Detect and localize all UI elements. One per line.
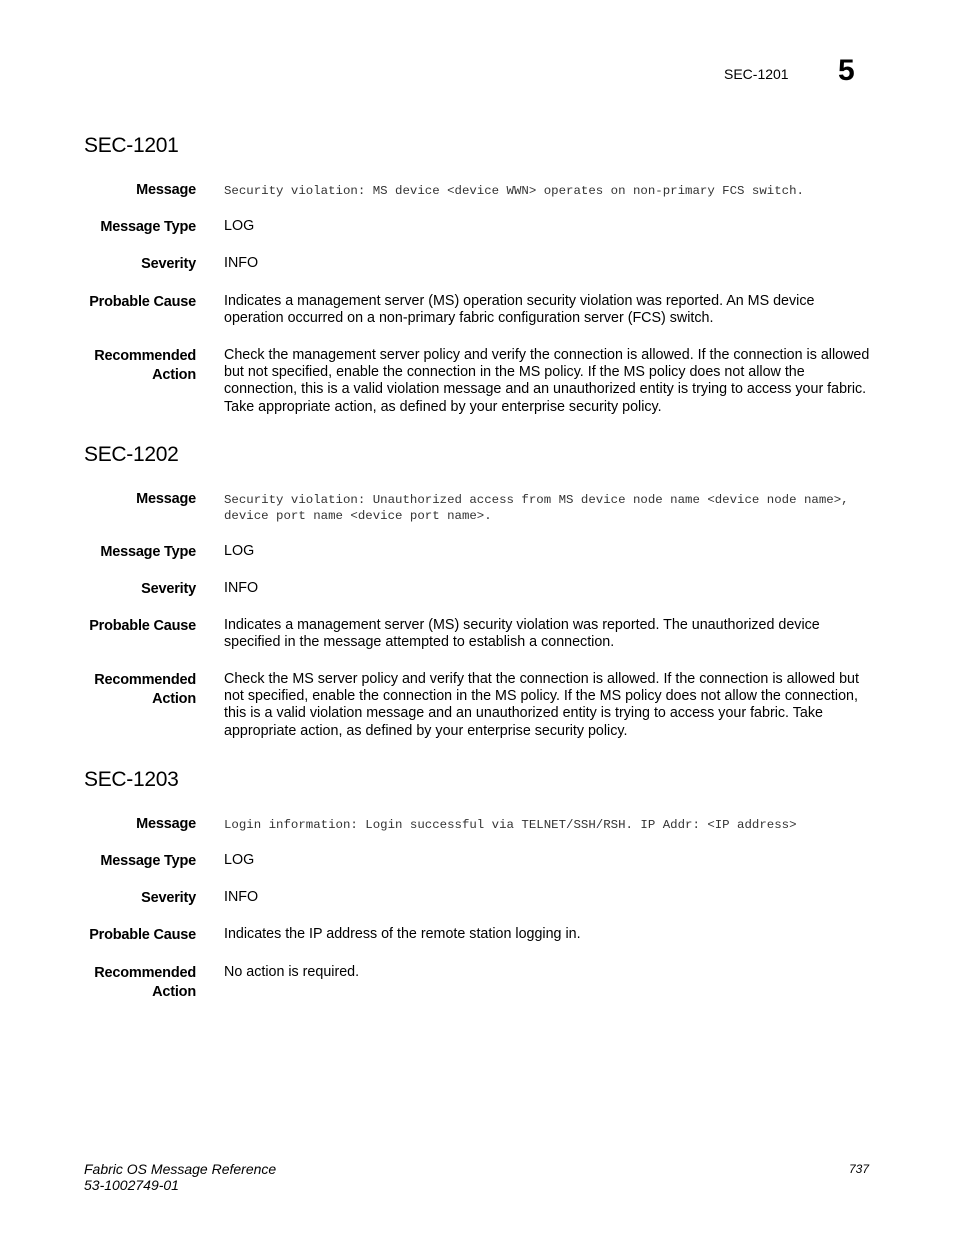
- recommended-label-line2: Action: [152, 691, 196, 707]
- section-title: SEC-1203: [84, 768, 179, 791]
- recommended-action-label: [46, 964, 196, 1002]
- book-title: Fabric OS Message Reference: [84, 1161, 277, 1177]
- recommended-label-line1: Recommended: [94, 348, 196, 364]
- probable-cause-text: Indicates a management server (MS) operation security violation was reported. An MS device operation occurred on a non-primary fabric configuration server (FCS) switch.: [224, 293, 815, 327]
- probable-cause-label: Probable Cause: [89, 618, 196, 634]
- message-text: Login information: Login successful via TELNET/SSH/RSH. IP Addr: <IP address>: [224, 818, 797, 832]
- severity-value: INFO: [224, 580, 259, 596]
- message-text: Security violation: Unauthorized access from MS device node name <device node name>, device port name <device port name>.: [224, 493, 849, 524]
- message-type-label: Message Type: [100, 544, 196, 560]
- section-title: SEC-1202: [84, 443, 179, 466]
- severity-value: INFO: [224, 889, 259, 905]
- recommended-label-line2: Action: [152, 984, 196, 1000]
- message-label: Message: [136, 491, 196, 507]
- message-type-value: LOG: [224, 218, 255, 234]
- message-type-label: Message Type: [100, 219, 196, 235]
- recommended-action-text: Check the management server policy and verify the connection is allowed. If the connection is allowed but not specified, enable the connection in the MS policy. If the MS policy does not allow the connection, this is a valid violation message and an unauthorized entity is trying to access your fabric. Take appropriate action, as defined by your enterprise security policy.: [224, 347, 870, 415]
- severity-label: Severity: [141, 581, 196, 597]
- message-type-label: Message Type: [100, 853, 196, 869]
- probable-cause-label: Probable Cause: [89, 294, 196, 310]
- severity-label: Severity: [141, 256, 196, 272]
- severity-label: Severity: [141, 890, 196, 906]
- document-number: 53-1002749-01: [84, 1177, 179, 1193]
- page-number: 737: [849, 1162, 870, 1176]
- probable-cause-text: Indicates the IP address of the remote station logging in.: [224, 926, 581, 942]
- message-label: Message: [136, 816, 196, 832]
- chapter-number: 5: [838, 54, 855, 87]
- probable-cause-label: Probable Cause: [89, 927, 196, 943]
- probable-cause-text: Indicates a management server (MS) security violation was reported. The unauthorized device specified in the message attempted to establish a connection.: [224, 617, 820, 651]
- running-header-section: SEC-1201: [724, 66, 789, 82]
- running-header: [0, 0, 954, 100]
- message-type-value: LOG: [224, 852, 255, 868]
- recommended-action-text: No action is required.: [224, 964, 360, 980]
- recommended-action-text: Check the MS server policy and verify that the connection is allowed. If the connection is allowed but not specified, enable the connection in the MS policy. If the MS policy does not allow the connection, this is a valid violation message and an unauthorized entity is trying to access your fabric. Take appropriate action, as defined by your enterprise security policy.: [224, 671, 859, 739]
- severity-value: INFO: [224, 255, 259, 271]
- page-footer: [0, 1160, 954, 1200]
- message-label: Message: [136, 182, 196, 198]
- recommended-action-label: [46, 671, 196, 709]
- message-text: Security violation: MS device <device WWN> operates on non-primary FCS switch.: [224, 184, 804, 198]
- recommended-label-line1: Recommended: [94, 965, 196, 981]
- recommended-label-line1: Recommended: [94, 672, 196, 688]
- recommended-action-label: [46, 347, 196, 385]
- message-type-value: LOG: [224, 543, 255, 559]
- section-title: SEC-1201: [84, 134, 179, 157]
- recommended-label-line2: Action: [152, 367, 196, 383]
